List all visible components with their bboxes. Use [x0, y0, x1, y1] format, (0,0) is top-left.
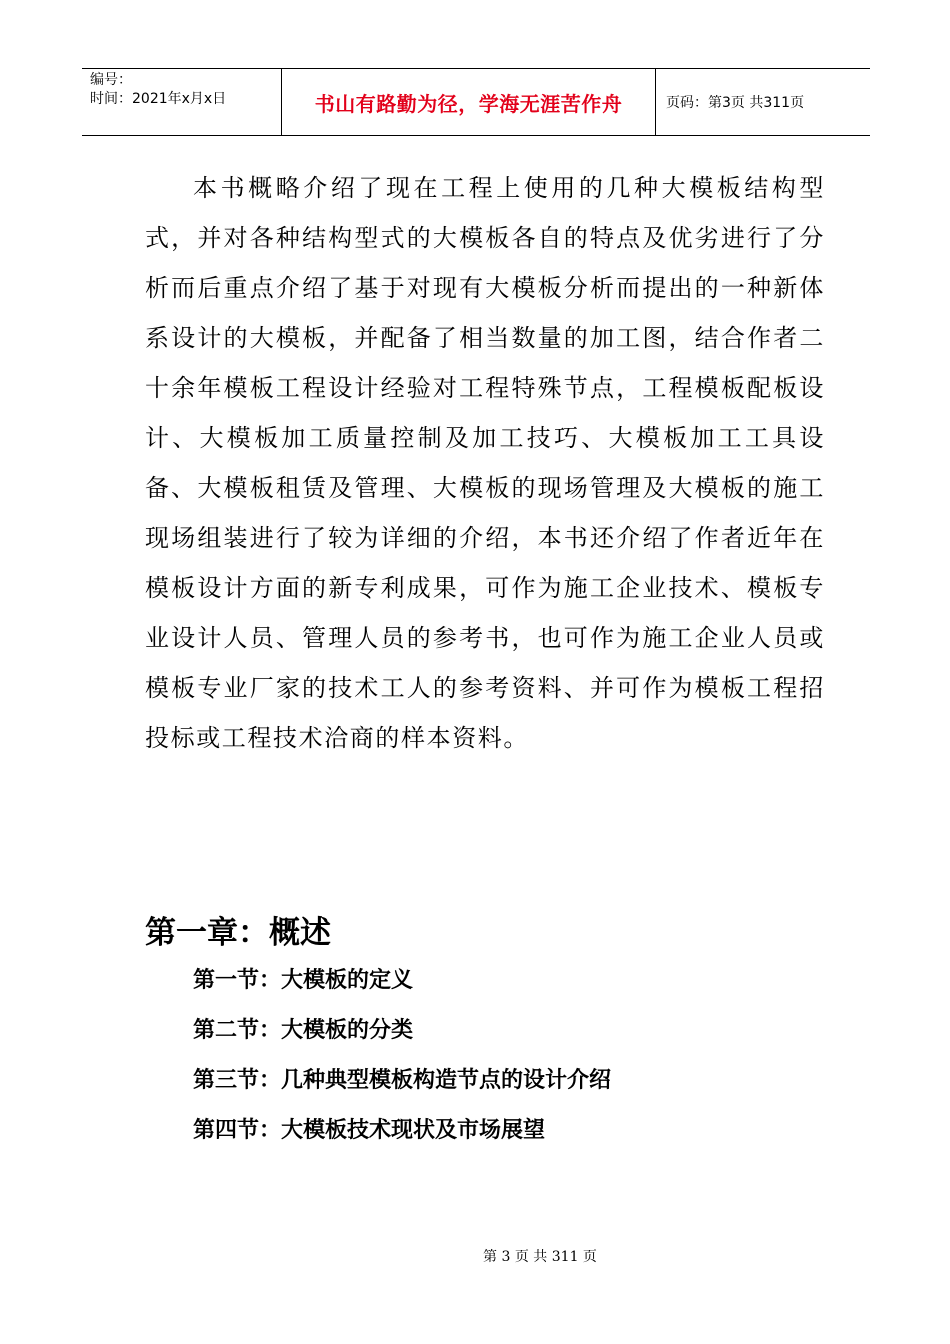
- section-item: 第四节：大模板技术现状及市场展望: [193, 1118, 546, 1143]
- section-item: 第二节：大模板的分类: [193, 1018, 414, 1043]
- section-list: [193, 961, 611, 1161]
- body-paragraph: 本书概略介绍了现在工程上使用的几种大模板结构型式，并对各种结构型式的大模板各自的特点及优劣进行了分析而后重点介绍了基于对现有大模板分析而提出的一种新体系设计的大模板，并配备了相当数量的加工图，结合作者二十余年模板工程设计经验对工程特殊节点，工程模板配板设计、大模板加工质量控制及加工技巧、大模板加工工具设备、大模板租赁及管理、大模板的现场管理及大模板的施工现场组装进行了较为详细的介绍，本书还介绍了作者近年在模板设计方面的新专利成果，可作为施工企业技术、模板专业设计人员、管理人员的参考书，也可作为施工企业人员或模板专业厂家的技术工人的参考资料、并可作为模板工程招投标或工程技术洽商的样本资料。: [145, 174, 825, 752]
- page-footer: 第 3 页 共 311 页: [483, 1249, 597, 1265]
- page-header: [82, 68, 870, 136]
- section-item: 第三节：几种典型模板构造节点的设计介绍: [193, 1068, 612, 1093]
- section-item: 第一节：大模板的定义: [193, 968, 414, 993]
- number-label: 编号：: [90, 72, 132, 88]
- date-label: 时间：2021年x月x日: [90, 91, 227, 107]
- header-motto: 书山有路勤为径，学海无涯苦作舟: [282, 69, 656, 135]
- body-text: [145, 163, 825, 763]
- header-meta: [82, 69, 282, 135]
- header-page-info: 页码：第3页 共311页: [666, 95, 805, 111]
- chapter-title: 第一章：概述: [145, 915, 331, 951]
